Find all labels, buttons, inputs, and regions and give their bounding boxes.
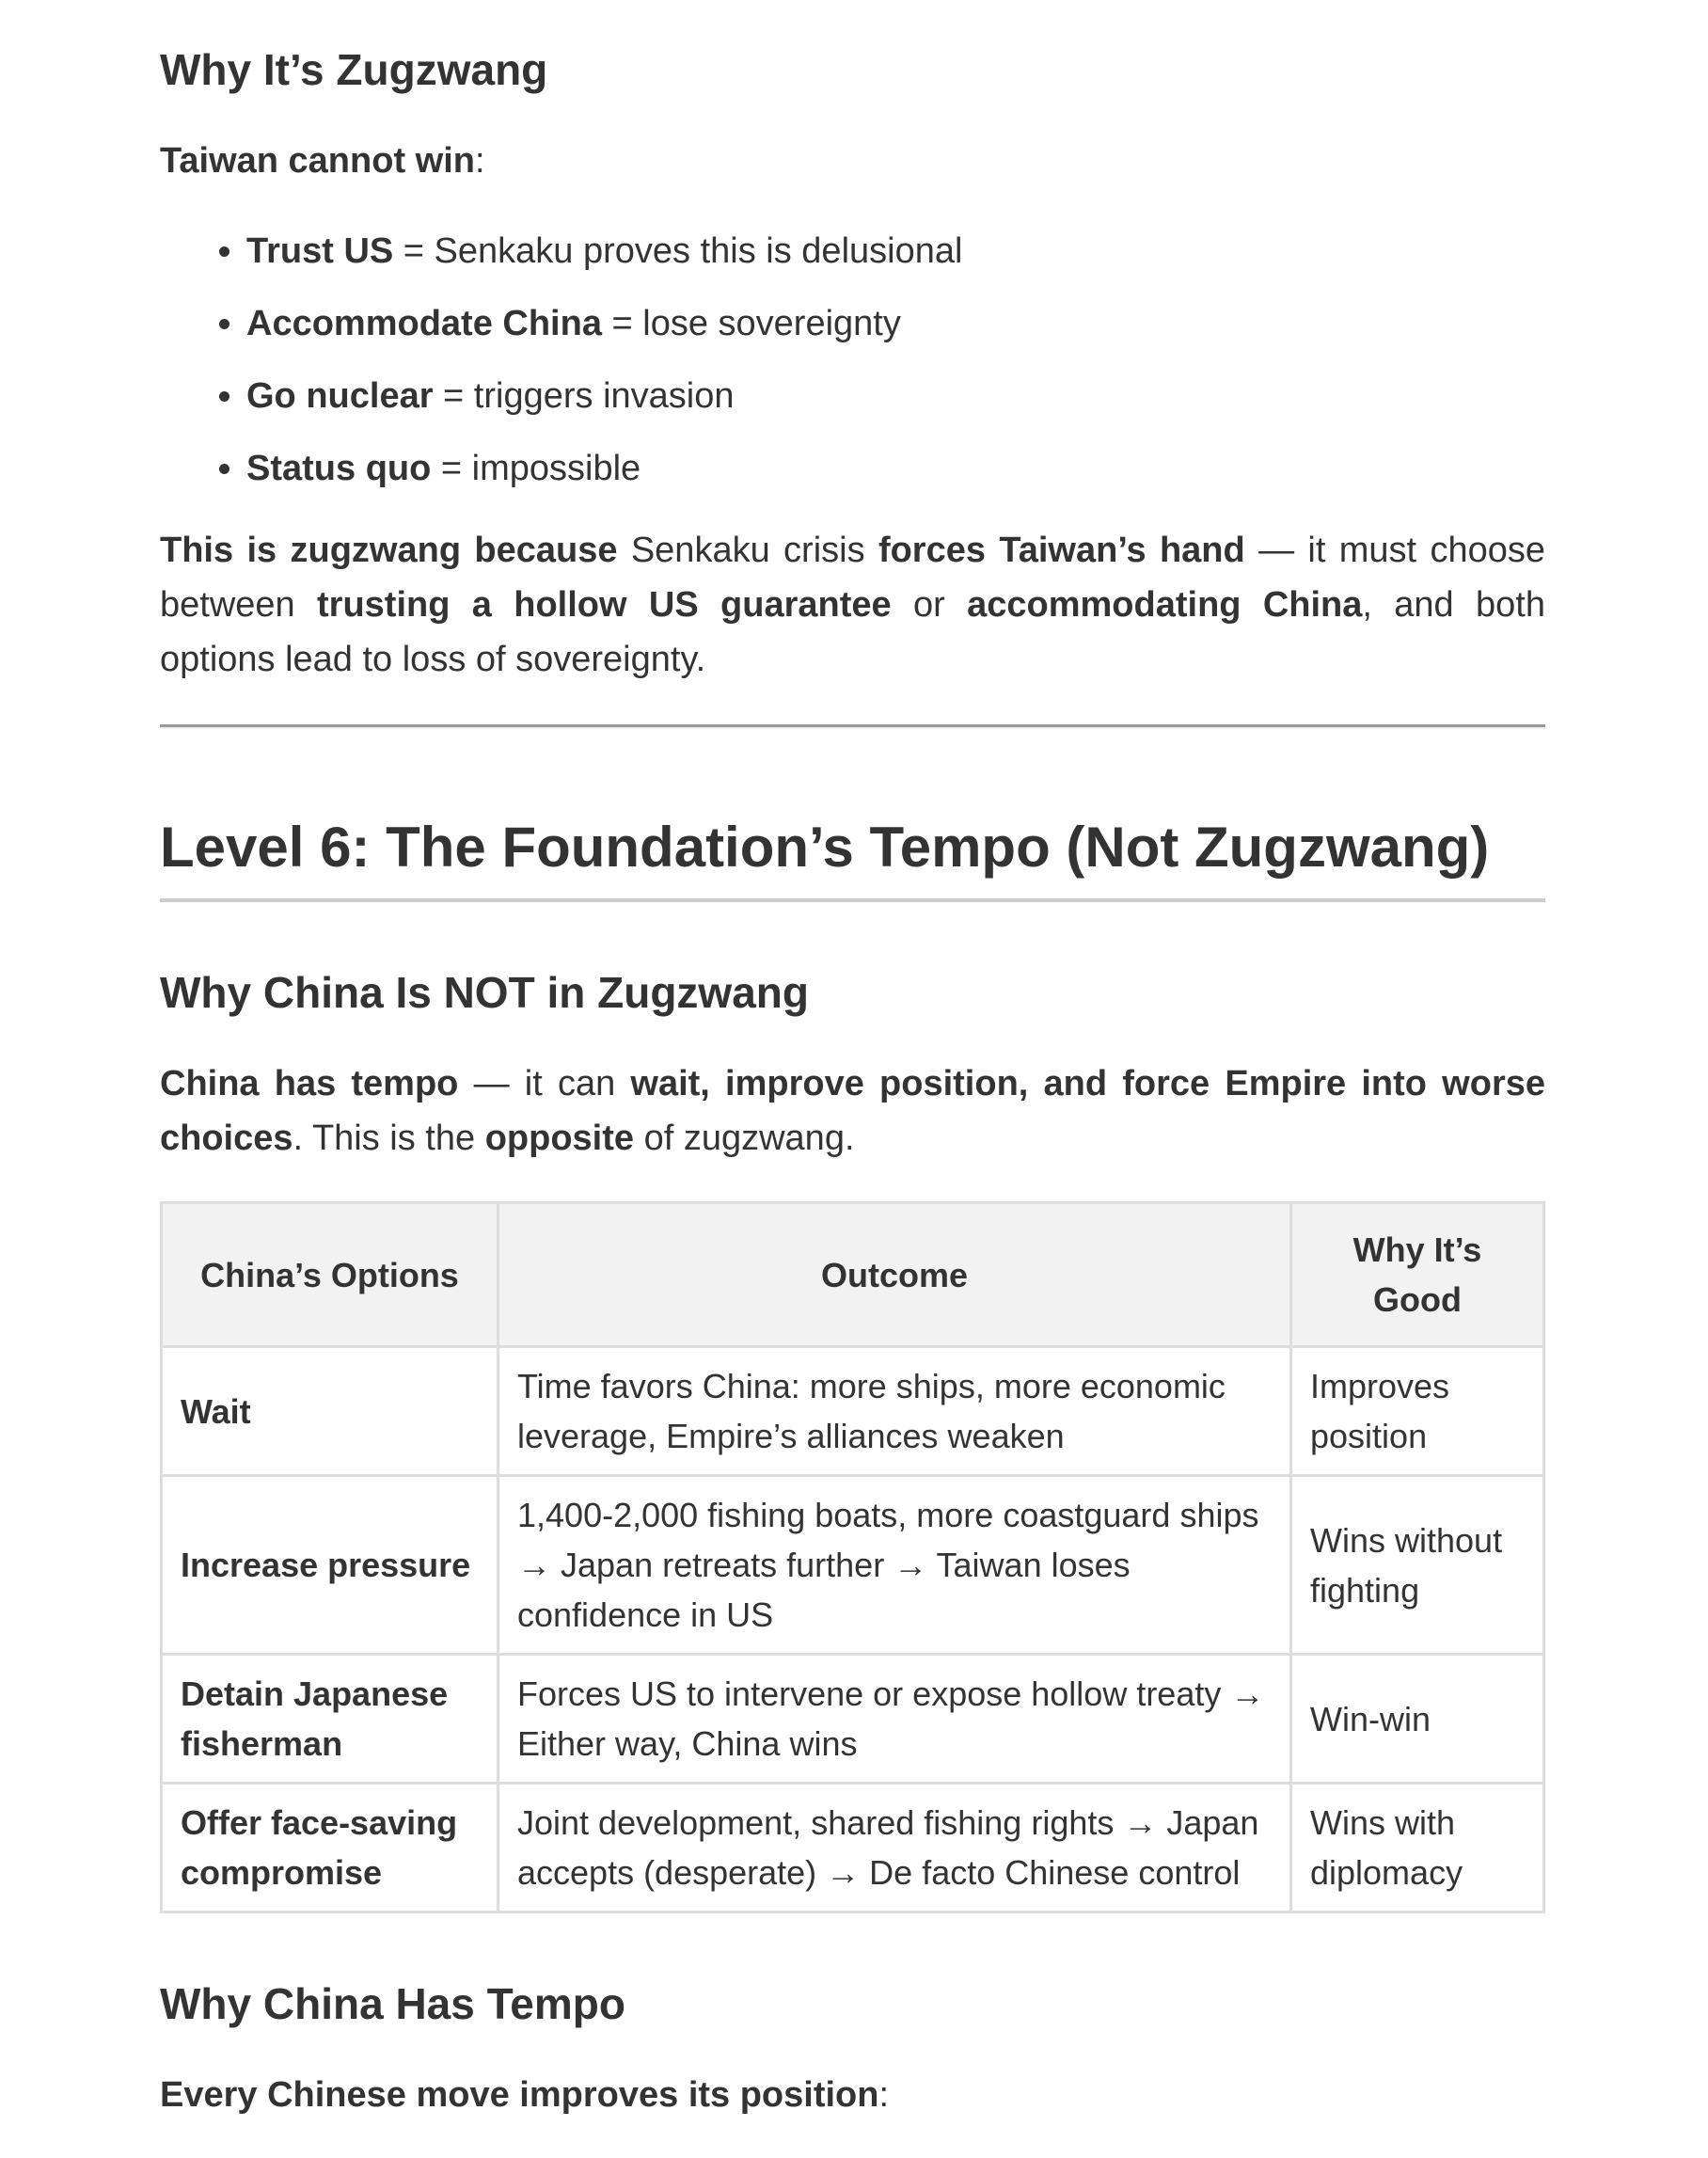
heading-china-has-tempo: Why China Has Tempo bbox=[160, 1979, 625, 2028]
text-span: , and both options lead to loss of sovereignty. bbox=[160, 585, 1545, 679]
cell-option: Offer face-saving compromise bbox=[162, 1784, 498, 1912]
list-item bbox=[246, 296, 1545, 351]
cell-outcome: Joint development, shared fishing rights → Japan accepts (desperate) → De facto Chinese control bbox=[498, 1784, 1291, 1912]
list-item-text: = triggers invasion bbox=[433, 376, 735, 416]
list-item-bold: Trust US bbox=[246, 231, 394, 271]
table-header-row bbox=[162, 1203, 1544, 1347]
bold-phrase: wait, improve position, and force Empire into worse choices bbox=[160, 1064, 1546, 1158]
list-item-bold: Go nuclear bbox=[246, 376, 434, 416]
text-span: of zugzwang. bbox=[634, 1119, 855, 1158]
heading-why-zugzwang: Why It’s Zugzwang bbox=[160, 45, 548, 94]
column-header-options: China’s Options bbox=[162, 1203, 498, 1347]
cell-why-good: Improves position bbox=[1291, 1347, 1544, 1476]
table-row bbox=[162, 1347, 1544, 1476]
heading-china-not-zugzwang: Why China Is NOT in Zugzwang bbox=[160, 968, 809, 1017]
china-options-table bbox=[160, 1201, 1545, 1913]
cell-outcome: 1,400-2,000 fishing boats, more coastguard ships → Japan retreats further → Taiwan loses confidence in US bbox=[498, 1476, 1291, 1655]
text-span: Senkaku crisis bbox=[617, 531, 878, 570]
text-span: . This is the bbox=[293, 1119, 485, 1158]
bold-phrase: China has tempo bbox=[160, 1064, 459, 1103]
list-item-text: = impossible bbox=[431, 449, 641, 488]
bold-phrase: forces Taiwan’s hand bbox=[878, 531, 1245, 570]
taiwan-lead-bold: Taiwan cannot win bbox=[160, 141, 475, 181]
table-row bbox=[162, 1476, 1544, 1655]
bold-phrase: accommodating China bbox=[967, 585, 1363, 625]
list-item-bold: Accommodate China bbox=[246, 304, 602, 343]
taiwan-lead-tail: : bbox=[475, 141, 485, 181]
cell-why-good: Wins without fighting bbox=[1291, 1476, 1544, 1655]
column-header-outcome: Outcome bbox=[498, 1203, 1291, 1347]
bold-phrase: opposite bbox=[484, 1119, 635, 1158]
list-item bbox=[246, 224, 1545, 278]
taiwan-options-list bbox=[160, 224, 1545, 496]
bold-phrase: This is zugzwang because bbox=[160, 531, 618, 570]
table-row bbox=[162, 1784, 1544, 1912]
cell-why-good: Win-win bbox=[1291, 1655, 1544, 1784]
list-item-text: = Senkaku proves this is delusional bbox=[393, 231, 963, 271]
cell-option: Wait bbox=[162, 1347, 498, 1476]
tempo-lead-tail: : bbox=[878, 2075, 890, 2115]
cell-option: Detain Japanese fisherman bbox=[162, 1655, 498, 1784]
tempo-lead bbox=[160, 2068, 1545, 2122]
tempo-lead-bold: Every Chinese move improves its position bbox=[160, 2075, 879, 2115]
table-row bbox=[162, 1655, 1544, 1784]
cell-outcome: Forces US to intervene or expose hollow treaty → Either way, China wins bbox=[498, 1655, 1291, 1784]
document-body bbox=[160, 0, 1545, 2122]
column-header-why-good: Why It’s Good bbox=[1291, 1203, 1544, 1347]
cell-option: Increase pressure bbox=[162, 1476, 498, 1655]
taiwan-lead bbox=[160, 134, 1545, 188]
china-tempo-intro bbox=[160, 1056, 1545, 1166]
cell-why-good: Wins with diplomacy bbox=[1291, 1784, 1544, 1912]
list-item bbox=[246, 369, 1545, 423]
bold-phrase: trusting a hollow US guarantee bbox=[317, 585, 892, 625]
zugzwang-conclusion bbox=[160, 523, 1545, 687]
text-span: — it can bbox=[458, 1064, 631, 1103]
list-item-text: = lose sovereignty bbox=[601, 304, 901, 343]
list-item-bold: Status quo bbox=[246, 449, 432, 488]
list-item bbox=[246, 441, 1545, 496]
heading-level-6: Level 6: The Foundation’s Tempo (Not Zugzwang) bbox=[160, 810, 1545, 902]
text-span: or bbox=[891, 585, 968, 625]
cell-outcome: Time favors China: more ships, more economic leverage, Empire’s alliances weaken bbox=[498, 1347, 1291, 1476]
text-span: — it must choose between bbox=[160, 531, 1545, 625]
